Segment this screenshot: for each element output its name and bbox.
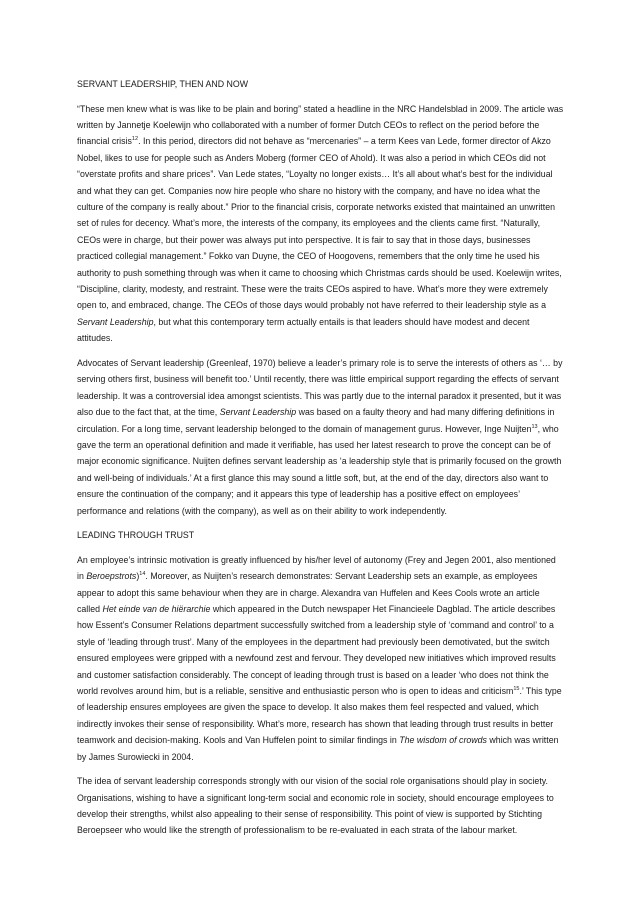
text-run: was based on a faulty theory and had many differing definitions in circulation. For a long time, servant leadership belonged to the domain of management gurus. However, Inge Nuijten	[77, 407, 555, 434]
footnote-marker: 14	[139, 571, 146, 578]
paragraph	[77, 101, 564, 347]
text-run: . Moreover, as Nuijten’s research demonstrates: Servant Leadership sets an example, as employees appear to adopt this same behaviour when they are in charge. Alexandra van Huffelen and Kees Cools wrote an article called	[77, 571, 540, 614]
text-run: )	[136, 571, 140, 582]
text-run: The idea of servant leadership corresponds strongly with our vision of the social role organisations should play in society. Organisations, wishing to have a significant long-term social and economic role in society, should encourage employees to develop their strengths, whilst also appealing to their sense of responsibility. This point of view is supported by Stichting Beroepseer who would like the strength of professionalism to be re-evaluated in each strata of the labour market.	[77, 776, 554, 836]
section-servant-leadership	[77, 76, 564, 519]
text-run: which was written by James Surowiecki in 2004.	[77, 735, 559, 762]
text-run: , but what this contemporary term actually entails is that leaders should have modest and decent attitudes.	[77, 316, 530, 344]
section-leading-through-trust	[77, 527, 564, 839]
italic-text: The wisdom of crowds	[399, 735, 487, 746]
text-run: which appeared in the Dutch newspaper Het Financieele Dagblad. The article describes how Essent’s Consumer Relations department successfully switched from a leadership style of ‘command and control’ to a style of ‘leading through trust’. Many of the employees in the department had previously been demotivated, but the switch ensured employees were gripped with a newfound zest and fervour. They developed new initiatives which improved results and customer satisfaction considerably. The concept of leading through trust is based on a leader ‘who does not think the world revolves around him, but is a reliable, sensitive and enthusiastic person who is open to ideas and criticism	[77, 603, 556, 696]
text-run: . In this period, directors did not behave as “mercenaries” – a term Kees van Lede, former director of Akzo Nobel, likes to use for people such as Anders Moberg (former CEO of Ahold). It was also a period in which CEOs did not “overstate profits and share prices”. Van Lede states, “Loyalty no longer exists… It’s all about what’s best for the individual and what they can get. Companies now hire people who share no history with the company, and have no idea what the culture of the company is really about.” Prior to the financial crisis, corporate networks existed that maintained an unwritten set of rules for decency. What’s more, the interests of the company, its employees and the clients came first. “Naturally, CEOs were in charge, but their power was always put into perspective. It is fair to say that in those days, businesses practiced collegial management.” Fokko van Duyne, the CEO of Hoogovens, remembers that the only time he used his authority to push something through was when it came to choosing which Christmas cards should be used. Koelewijn writes, “Discipline, clarity, modesty, and restraint. These were the traits CEOs aspired to have. What’s more they were extremely open to, and embraced, change. The CEOs of those days would probably not have referred to their leadership style as a	[77, 136, 562, 311]
footnote-marker: 13	[531, 423, 538, 430]
section-heading: SERVANT LEADERSHIP, THEN AND NOW	[77, 79, 249, 89]
italic-text: Servant Leadership	[219, 407, 297, 418]
italic-text: Beroepstrots	[86, 571, 137, 582]
footnote-marker: 12	[131, 136, 139, 143]
text-run: , who gave the term an operational definition and made it verifiable, has used her latest research to prove the concept can be of major economic significance. Nuijten defines servant leadership as ‘a leadership style that is primarily focused on the growth and well-being of individuals.’ At a first glance this may sound a little soft, but, at the end of the day, directors also want to ensure the continuation of the company; and it appears this type of leadership has a positive effect on employees’ performance and relations (with the company), as well as on their ability to work independently.	[77, 423, 562, 516]
section-heading: LEADING THROUGH TRUST	[77, 530, 195, 541]
footnote-marker: 15	[513, 685, 520, 692]
paragraph	[77, 773, 564, 839]
text-run: “These men knew what is was like to be plain and boring” stated a headline in the NRC Handelsblad in 2009. The article was written by Jannetje Koelewijn who collaborated with a number of former Dutch CEOs to reflect on the period before the financial crisis	[77, 103, 564, 147]
text-run: .’ This type of leadership ensures employees are given the space to develop. It also makes them feel respected and valued, which indirectly invokes their sense of responsibility. What’s more, research has shown that leading through trust results in better teamwork and decision-making. Kools and Van Huffelen point to similar findings in	[77, 685, 562, 746]
italic-text: Het einde van de hiërarchie	[102, 603, 211, 614]
text-run: Advocates of Servant leadership (Greenleaf, 1970) believe a leader’s primary role is to serve the interests of others as ‘… by serving others first, business will benefit too.’ Until recently, there was little empirical support regarding the effects of servant leadership. It was a controversial idea amongst scientists. This was partly due to the internal paradox it presented, but it was also due to the fact that, at the time,	[77, 357, 563, 418]
italic-text: Servant Leadership	[77, 316, 154, 327]
text-run: An employee’s intrinsic motivation is greatly influenced by his/her level of autonomy (Frey and Jegen 2001, also mentioned in	[77, 554, 556, 582]
paragraph	[77, 552, 564, 765]
paragraph	[77, 355, 564, 519]
